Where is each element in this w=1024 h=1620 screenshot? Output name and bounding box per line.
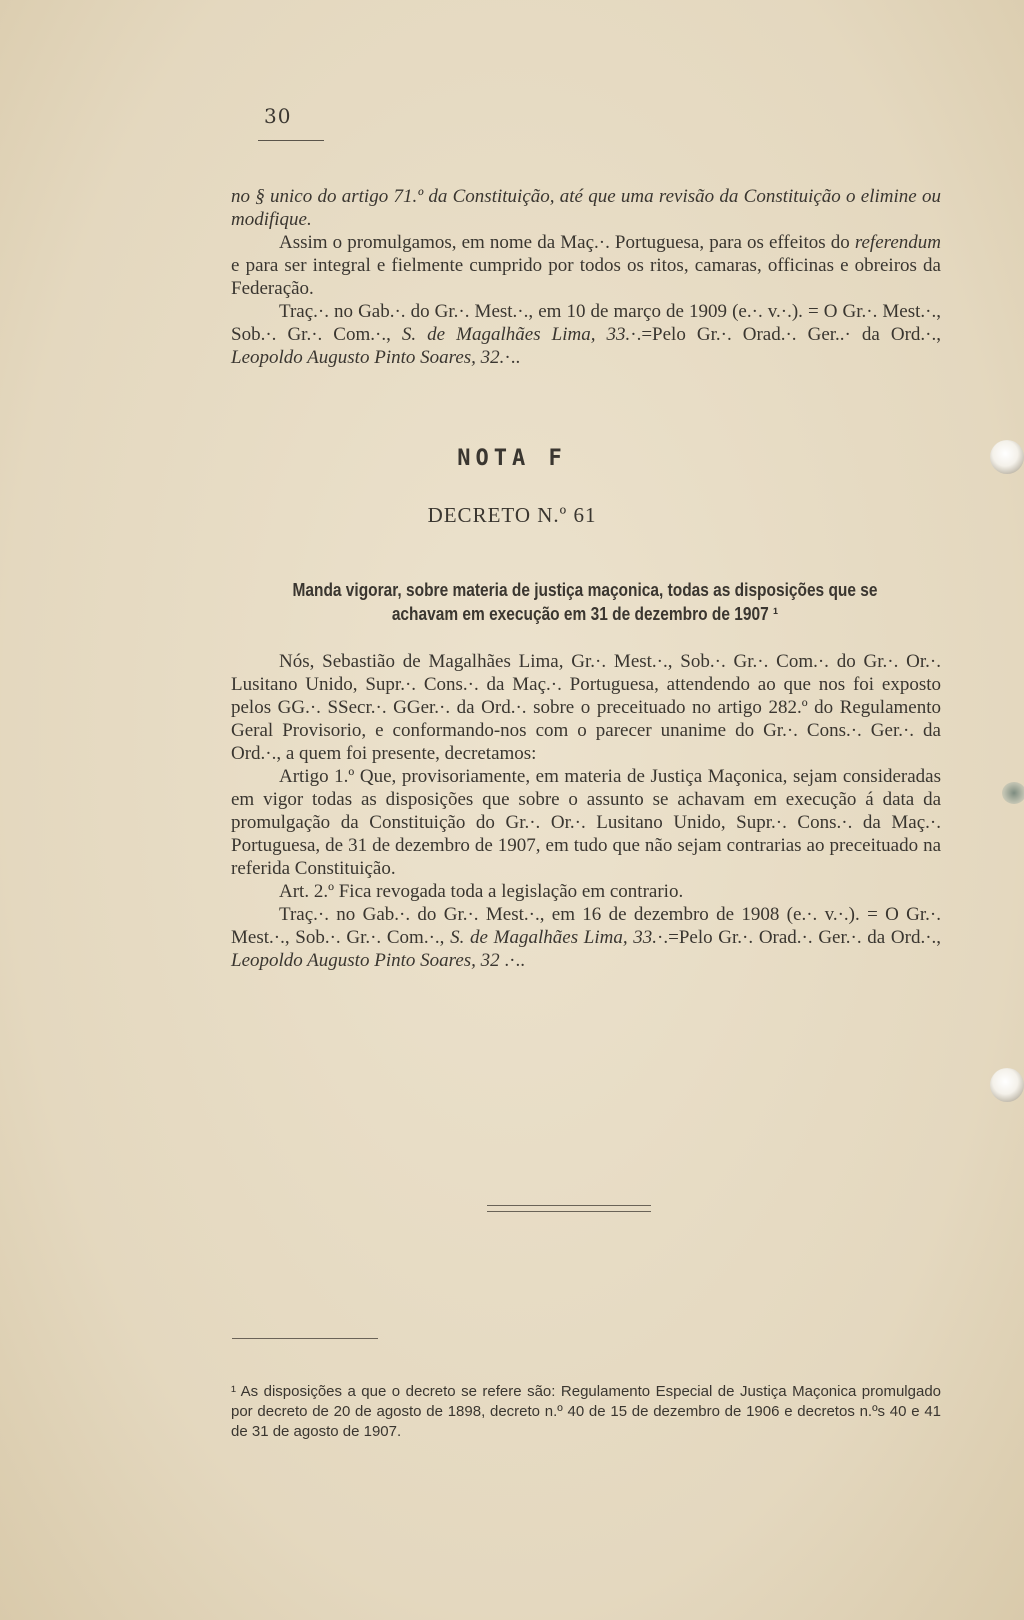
binding-hole-bottom [990, 1068, 1024, 1102]
page-number: 30 [264, 104, 292, 128]
end-rule-bottom [487, 1211, 651, 1212]
binding-hole-top [990, 440, 1024, 474]
paragraph [231, 903, 941, 972]
paragraph [231, 650, 941, 765]
text: ·.=Pelo Gr.·. Orad.·. Ger.·. da Ord.·., [657, 927, 942, 948]
italic-text: Leopoldo Augusto Pinto Soares, 32. [231, 347, 505, 368]
text: Traç.·. no Gab.·. do Gr.·. Mest.·., em 10 de março de 1909 (e.·. v.·.). = O Gr.·. Mest.·., Sob.·. Gr.·. Com.·., [231, 301, 941, 345]
text: Traç.·. no Gab.·. do Gr.·. Mest.·., em 16 de dezembro de 1908 (e.·. v.·.). = O Gr.·. Mest.·., Sob.·. Gr.·. Com.·., [231, 904, 941, 948]
text: e para ser integral e fielmente cumprido por todos os ritos, camaras, officinas e obreiros da Federação. [231, 255, 941, 299]
text: Assim o promulgamos, em nome da Maç.·. Portuguesa, para os effeitos do [279, 232, 855, 253]
closing-text-previous-decree [231, 185, 941, 369]
footnote: ¹ As disposições a que o decreto se refere são: Regulamento Especial de Justiça Maçonica promulgado por decreto de 20 de agosto de 1898, decreto n.º 40 de 15 de dezembro de 1906 e decretos n.ºs 40 e 41 de 31 de agosto de 1907. [231, 1383, 941, 1440]
italic-text: no § unico do artigo 71.º da Constituição, até que uma revisão da Constituição o elimine ou modifique. [231, 186, 941, 230]
decreto-title: DECRETO N.º 61 [427, 503, 597, 527]
paragraph [231, 231, 941, 300]
paragraph [231, 300, 941, 369]
italic-text: Leopoldo Augusto Pinto Soares, 32 [231, 950, 500, 971]
paragraph [231, 765, 941, 880]
text: Artigo 1.º Que, provisoriamente, em materia de Justiça Maçonica, sejam consideradas em vigor todas as disposições que sobre o assunto se achavam em execução á data da promulgação da Constituição do Gr.·. Or.·. Lusitano Unido, Supr.·. Cons.·. da Maç.·. Portuguesa, de 31 de dezembro de 1907, em tudo que não sejam contrarias ao preceituado na referida Constituição. [231, 766, 941, 879]
decree-body [231, 650, 941, 972]
italic-text: S. de Magalhães Lima, 33. [450, 927, 658, 948]
decree-summary: Manda vigorar, sobre materia de justiça maçonica, todas as disposições que se achavam em execução em 31 de dezembro de 1907 ¹ [292, 580, 878, 624]
text: ·.. [504, 347, 521, 368]
end-rule-top [487, 1205, 651, 1206]
nota-heading: NOTA F [457, 446, 567, 471]
text: Nós, Sebastião de Magalhães Lima, Gr.·. Mest.·., Sob.·. Gr.·. Com.·. do Gr.·. Or.·. Lusitano Unido, Supr.·. Cons.·. da Maç.·. Portuguesa, attendendo ao que nos foi exposto pelos GG.·. SSecr.·. GGer.·. da Ord.·. sobre o preceituado no artigo 282.º do Regulamento Geral Provisorio, e conformando-nos com o parecer unanime do Gr.·. Cons.·. Ger.·. da Ord.·., a quem foi presente, decretamos: [231, 651, 941, 764]
footnote-rule [232, 1338, 378, 1339]
italic-text: referendum [854, 232, 941, 253]
page-number-rule [258, 140, 324, 141]
text: .·.. [499, 950, 525, 971]
text: ·.=Pelo Gr.·. Orad.·. Ger..· da Ord.·., [630, 324, 942, 345]
paragraph [231, 880, 941, 903]
italic-text: S. de Magalhães Lima, 33. [401, 324, 631, 345]
paper-stain [1002, 782, 1024, 804]
paragraph [231, 185, 941, 231]
text: Art. 2.º Fica revogada toda a legislação em contrario. [279, 881, 684, 902]
